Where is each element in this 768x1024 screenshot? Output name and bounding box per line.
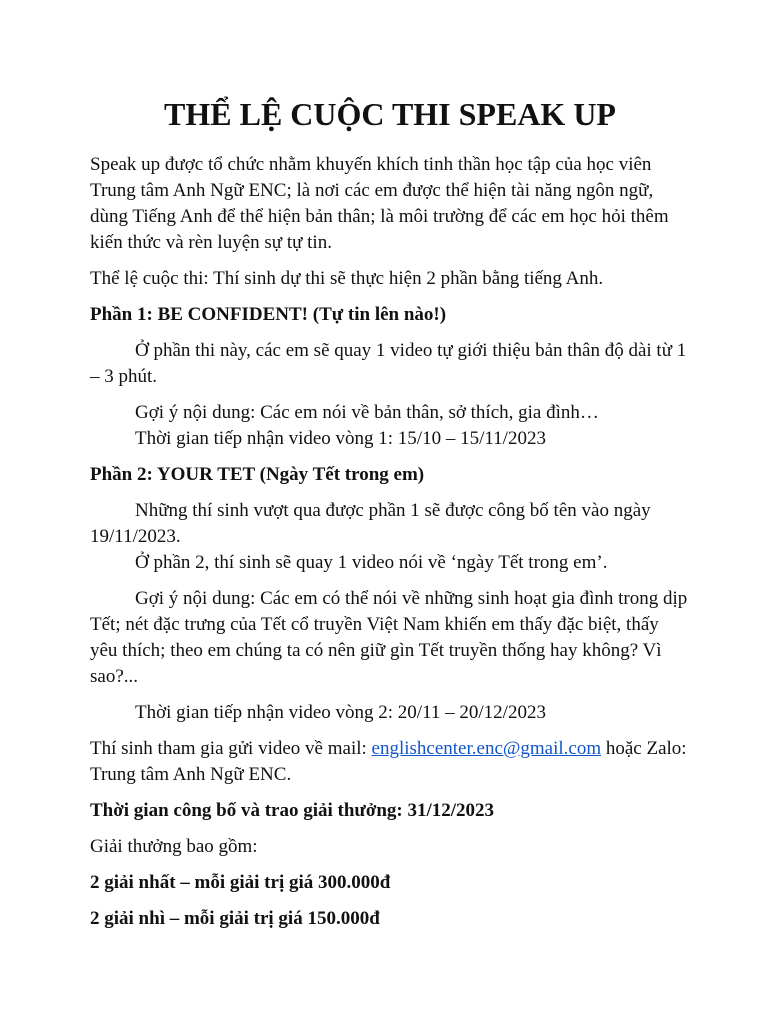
part1-deadline: Thời gian tiếp nhận video vòng 1: 15/10 – 15/11/2023 (135, 428, 546, 449)
prize-first-text: 2 giải nhất – mỗi giải trị giá 300.000đ (90, 872, 391, 893)
part2-heading-text: Phần 2: YOUR TET (Ngày Tết trong em) (90, 464, 425, 485)
part2-suggestion: Gợi ý nội dung: Các em có thể nói về những sinh hoạt gia đình trong dịp Tết; nét đặc trưng của Tết cổ truyền Việt Nam khiến em thấy đặc biệt, thấy yêu thích; theo em chúng ta có nên giữ gìn Tết truyền thống hay không? Vì sao?... (90, 588, 688, 687)
submit-prefix: Thí sinh tham gia gửi video về mail: (90, 738, 372, 759)
part2-announcement: Những thí sinh vượt qua được phần 1 sẽ được công bố tên vào ngày 19/11/2023. (90, 500, 651, 547)
submit-suffix: hoặc Zalo: Trung tâm Anh Ngữ ENC. (90, 738, 687, 785)
email-link[interactable]: englishcenter.enc@gmail.com (371, 738, 602, 759)
part1-description: Ở phần thi này, các em sẽ quay 1 video tự giới thiệu bản thân độ dài từ 1 – 3 phút. (90, 340, 687, 387)
rules-paragraph: Thể lệ cuộc thi: Thí sinh dự thi sẽ thực hiện 2 phần bằng tiếng Anh. (90, 268, 604, 289)
prize-item (90, 870, 690, 896)
document-title: THỂ LỆ CUỘC THI SPEAK UP (164, 96, 616, 132)
part1-heading (90, 302, 690, 328)
part1-suggestion: Gợi ý nội dung: Các em nói về bản thân, sở thích, gia đình… (135, 402, 599, 423)
part2-deadline: Thời gian tiếp nhận video vòng 2: 20/11 – 20/12/2023 (135, 702, 546, 723)
prize-item (90, 906, 690, 932)
part2-heading (90, 462, 690, 488)
prize-second-text: 2 giải nhì – mỗi giải trị giá 150.000đ (90, 908, 380, 929)
submit-paragraph (90, 736, 690, 788)
award-date-text: Thời gian công bố và trao giải thưởng: 31/12/2023 (90, 800, 495, 821)
prizes-intro: Giải thưởng bao gồm: (90, 836, 258, 857)
part1-heading-text: Phần 1: BE CONFIDENT! (Tự tin lên nào!) (90, 304, 447, 325)
document-body (90, 92, 690, 942)
intro-paragraph: Speak up được tổ chức nhằm khuyến khích tinh thần học tập của học viên Trung tâm Anh Ngữ ENC; là nơi các em được thể hiện tài năng ngôn ngữ, dùng Tiếng Anh để thể hiện bản thân; là môi trường để các em học hỏi thêm kiến thức và rèn luyện sự tự tin. (90, 154, 669, 253)
award-date (90, 798, 690, 824)
part2-description: Ở phần 2, thí sinh sẽ quay 1 video nói về ‘ngày Tết trong em’. (135, 552, 608, 573)
